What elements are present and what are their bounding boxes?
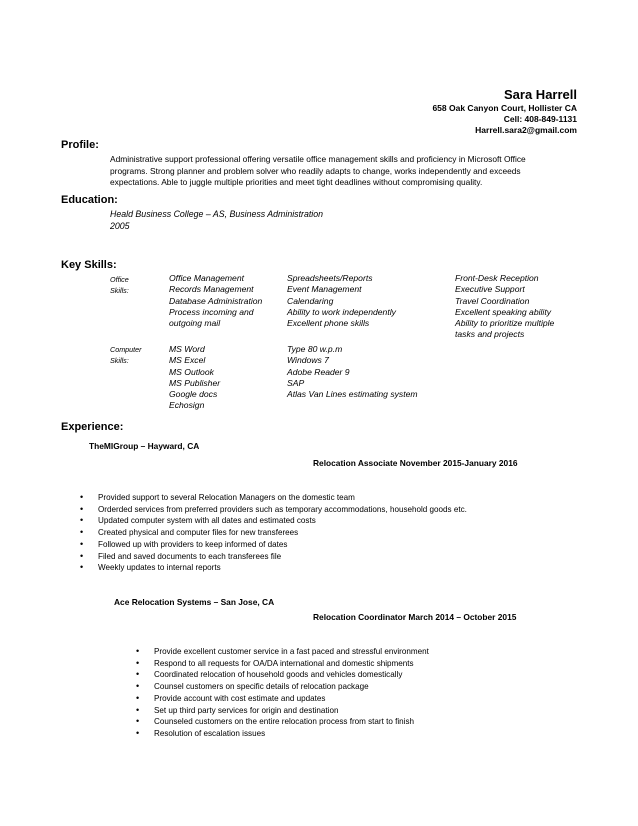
list-item: • Respond to all requests for OA/DA international and domestic shipments — [136, 658, 429, 670]
skill-item: Executive Support — [455, 284, 525, 295]
computer-skills-label — [110, 344, 142, 366]
cell-phone: Cell: 408-849-1131 — [503, 114, 577, 124]
list-item: • Counsel customers on specific details of relocation package — [136, 681, 429, 693]
job-company: Ace Relocation Systems – San Jose, CA — [114, 597, 275, 607]
address: 658 Oak Canyon Court, Hollister CA — [432, 103, 577, 113]
skill-item: Excellent phone skills — [287, 318, 370, 329]
skill-item: Spreadsheets/Reports — [287, 273, 373, 283]
list-item: • Filed and saved documents to each transferees file — [80, 551, 467, 563]
skill-item: Front-Desk Reception — [455, 273, 539, 283]
label-line: Computer — [110, 345, 142, 354]
skills-heading: Key Skills: — [61, 259, 117, 271]
skill-item: Process incoming and — [169, 306, 254, 317]
list-item: • Provide excellent customer service in a fast paced and stressful environment — [136, 646, 429, 658]
skill-item: Records Management — [169, 284, 254, 295]
skill-item: Echosign — [169, 400, 205, 411]
experience-heading: Experience: — [61, 421, 124, 433]
skill-item: tasks and projects — [455, 329, 525, 340]
skill-item: Ability to work independently — [287, 306, 396, 317]
list-item: • Set up third party services for origin and destination — [136, 705, 429, 717]
list-item: • Coordinated relocation of household goods and vehicles domestically — [136, 669, 429, 681]
skill-item: Excellent speaking ability — [455, 306, 552, 317]
skill-item: outgoing mail — [169, 318, 221, 329]
skill-item: Windows 7 — [287, 355, 329, 366]
skill-item: Atlas Van Lines estimating system — [287, 389, 418, 400]
list-item: • Provide account with cost estimate and updates — [136, 693, 429, 705]
list-item: • Weekly updates to internal reports — [80, 562, 467, 574]
list-item: • Updated computer system with all dates and estimated costs — [80, 515, 467, 527]
job-bullets — [136, 646, 429, 740]
skill-item: Calendaring — [287, 295, 334, 306]
education-details — [110, 208, 323, 232]
skill-item: Adobe Reader 9 — [287, 366, 350, 377]
computer-skills-col-1 — [169, 344, 220, 412]
label-line: Skills: — [110, 356, 129, 365]
profile-line: Administrative support professional offering versatile office management skills and proficiency in Microsoft Office — [110, 154, 526, 164]
education-heading: Education: — [61, 194, 118, 206]
skill-item: MS Outlook — [169, 366, 214, 377]
skill-item: Travel Coordination — [455, 295, 530, 306]
job-bullets — [80, 492, 467, 574]
job-role: Relocation Associate November 2015-January 2016 — [313, 458, 518, 468]
skill-item: MS Word — [169, 344, 205, 354]
skill-item: MS Excel — [169, 355, 206, 366]
office-skills-col-2 — [287, 273, 396, 329]
skill-item: SAP — [287, 377, 305, 388]
education-year: 2005 — [110, 221, 130, 231]
list-item: • Provided support to several Relocation Managers on the domestic team — [80, 492, 467, 504]
profile-line: programs. Strong planner and problem solver who readily adapts to change, works independently and exceeds — [110, 165, 521, 176]
label-line: Skills: — [110, 286, 129, 295]
contact-header — [432, 87, 577, 136]
skill-item: Event Management — [287, 284, 362, 295]
applicant-name: Sara Harrell — [504, 87, 577, 102]
job-role: Relocation Coordinator March 2014 – October 2015 — [313, 612, 517, 622]
list-item: • Orderded services from preferred providers such as temporary accommodations, household goods etc. — [80, 504, 467, 516]
list-item: • Resolution of escalation issues — [136, 728, 429, 740]
list-item: • Counseled customers on the entire relocation process from start to finish — [136, 716, 429, 728]
education-school: Heald Business College – AS, Business Administration — [110, 209, 324, 219]
profile-text — [110, 154, 590, 189]
list-item: • Created physical and computer files for new transferees — [80, 527, 467, 539]
skill-item: Office Management — [169, 273, 244, 283]
job-company: TheMIGroup – Hayward, CA — [89, 441, 200, 451]
skill-item: Google docs — [169, 389, 218, 400]
skill-item: Ability to prioritize multiple — [455, 318, 555, 329]
email[interactable]: Harrell.sara2@gmail.com — [475, 125, 577, 135]
profile-heading: Profile: — [61, 139, 99, 151]
skill-item: Database Administration — [169, 295, 263, 306]
profile-line: expectations. Able to juggle multiple priorities and meet tight deadlines without compromising quality. — [110, 177, 483, 188]
skill-item: MS Publisher — [169, 377, 221, 388]
computer-skills-col-2 — [287, 344, 418, 400]
skill-item: Type 80 w.p.m — [287, 344, 343, 354]
list-item: • Followed up with providers to keep informed of dates — [80, 539, 467, 551]
office-skills-label — [110, 274, 129, 296]
office-skills-col-3 — [455, 273, 554, 341]
label-line: Office — [110, 275, 129, 284]
office-skills-col-1 — [169, 273, 262, 329]
